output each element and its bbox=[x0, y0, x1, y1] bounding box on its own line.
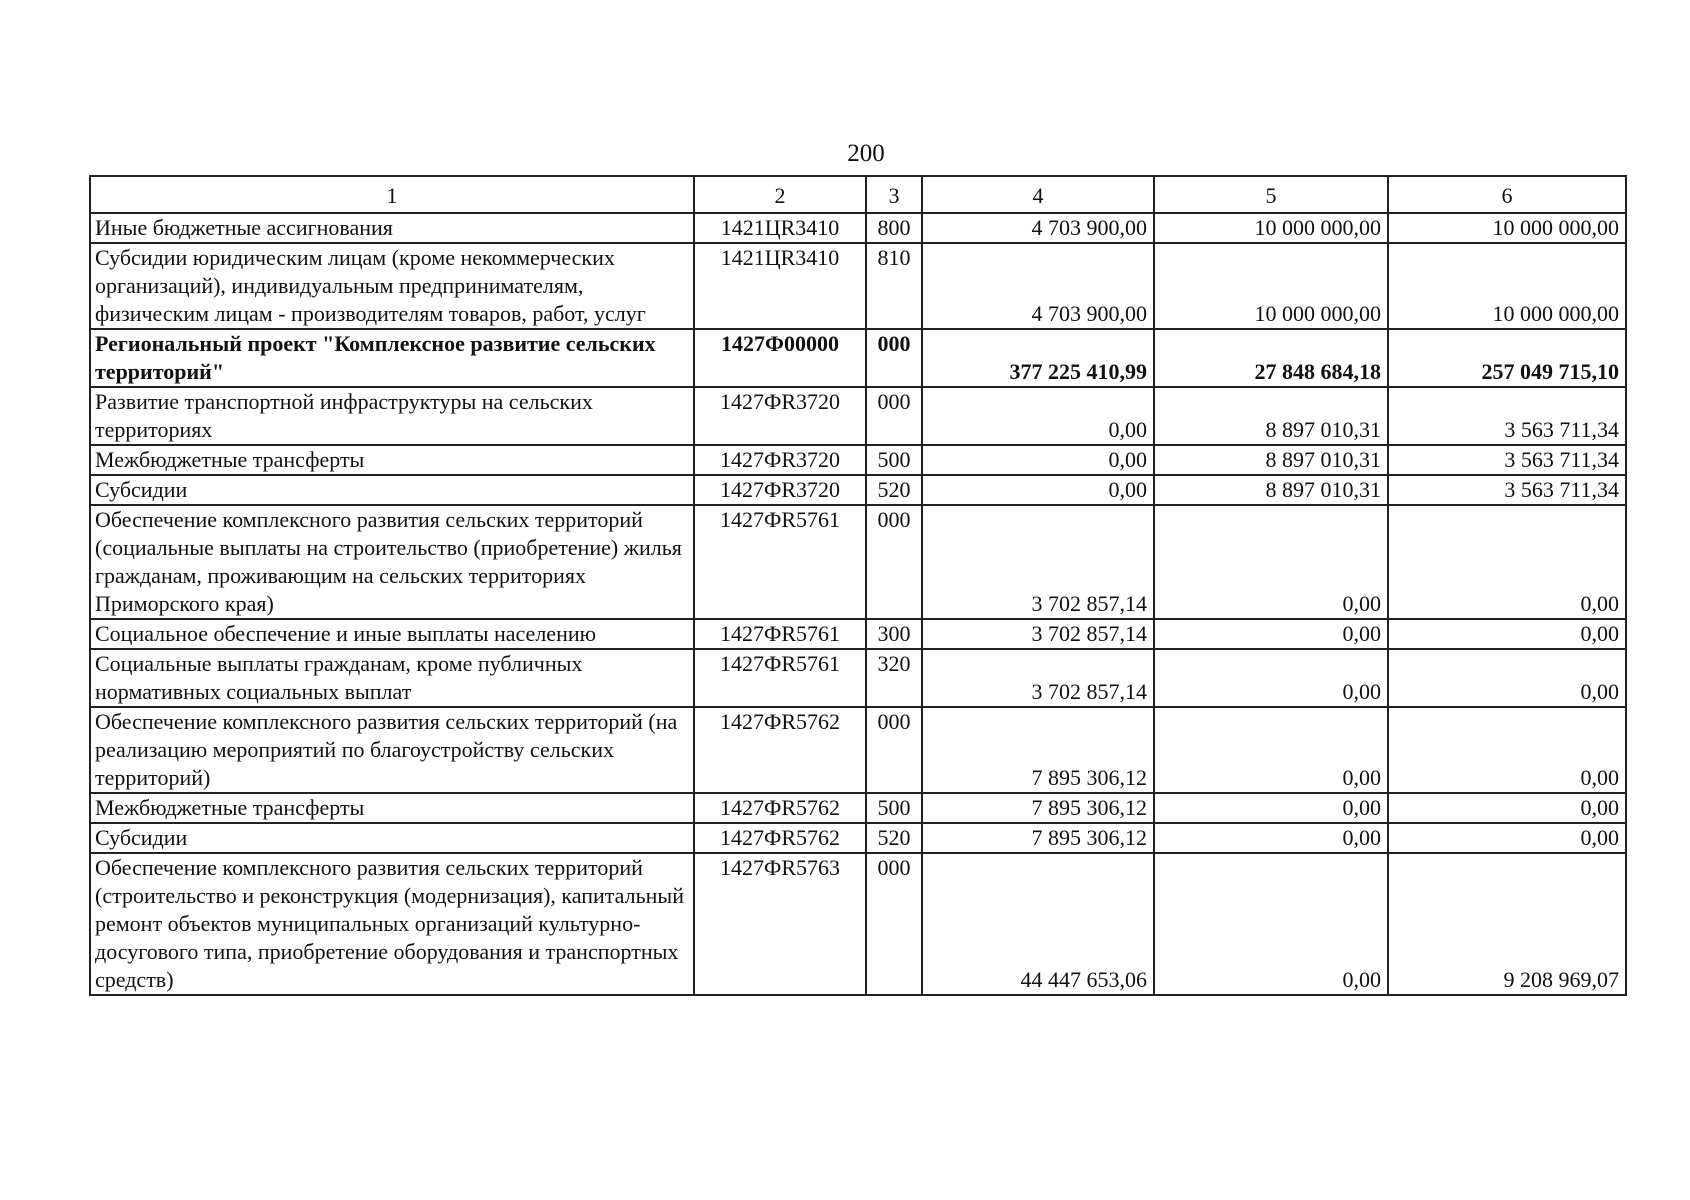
row-amount-4: 7 895 306,12 bbox=[922, 707, 1154, 793]
row-amount-4: 44 447 653,06 bbox=[922, 853, 1154, 995]
row-amount-6: 10 000 000,00 bbox=[1388, 213, 1626, 243]
row-type: 000 bbox=[866, 707, 922, 793]
row-code: 1427ФR3720 bbox=[694, 475, 866, 505]
row-type: 500 bbox=[866, 793, 922, 823]
row-name: Межбюджетные трансферты bbox=[90, 445, 694, 475]
row-amount-5: 0,00 bbox=[1154, 649, 1388, 707]
table-row bbox=[90, 793, 1626, 823]
row-type: 810 bbox=[866, 243, 922, 329]
row-name: Обеспечение комплексного развития сельских территорий (социальные выплаты на строительство (приобретение) жилья гражданам, проживающим на сельских территориях Приморского края) bbox=[90, 505, 694, 619]
column-header: 4 bbox=[922, 176, 1154, 213]
row-type: 000 bbox=[866, 329, 922, 387]
table-row bbox=[90, 649, 1626, 707]
table-row bbox=[90, 243, 1626, 329]
row-name: Субсидии юридическим лицам (кроме некоммерческих организаций), индивидуальным предпринимателям, физическим лицам - производителям товаров, работ, услуг bbox=[90, 243, 694, 329]
row-type: 000 bbox=[866, 853, 922, 995]
table-row bbox=[90, 475, 1626, 505]
row-type: 000 bbox=[866, 387, 922, 445]
row-amount-4: 3 702 857,14 bbox=[922, 505, 1154, 619]
table-row bbox=[90, 823, 1626, 853]
table-row bbox=[90, 445, 1626, 475]
row-amount-6: 0,00 bbox=[1388, 823, 1626, 853]
row-amount-6: 0,00 bbox=[1388, 793, 1626, 823]
row-code: 1427ФR5762 bbox=[694, 823, 866, 853]
row-amount-5: 0,00 bbox=[1154, 619, 1388, 649]
row-name: Субсидии bbox=[90, 475, 694, 505]
row-name: Субсидии bbox=[90, 823, 694, 853]
row-amount-6: 0,00 bbox=[1388, 707, 1626, 793]
row-amount-5: 8 897 010,31 bbox=[1154, 475, 1388, 505]
row-type: 500 bbox=[866, 445, 922, 475]
row-code: 1427ФR5763 bbox=[694, 853, 866, 995]
row-amount-6: 0,00 bbox=[1388, 649, 1626, 707]
table-row bbox=[90, 505, 1626, 619]
row-amount-6: 3 563 711,34 bbox=[1388, 445, 1626, 475]
row-code: 1427ФR5761 bbox=[694, 649, 866, 707]
row-type: 800 bbox=[866, 213, 922, 243]
row-code: 1427Ф00000 bbox=[694, 329, 866, 387]
row-code: 1421ЦR3410 bbox=[694, 243, 866, 329]
row-amount-4: 0,00 bbox=[922, 475, 1154, 505]
row-name: Социальное обеспечение и иные выплаты населению bbox=[90, 619, 694, 649]
row-amount-4: 7 895 306,12 bbox=[922, 823, 1154, 853]
row-amount-5: 8 897 010,31 bbox=[1154, 387, 1388, 445]
row-amount-6: 257 049 715,10 bbox=[1388, 329, 1626, 387]
row-type: 520 bbox=[866, 475, 922, 505]
row-name: Региональный проект "Комплексное развитие сельских территорий" bbox=[90, 329, 694, 387]
row-amount-4: 377 225 410,99 bbox=[922, 329, 1154, 387]
row-amount-5: 0,00 bbox=[1154, 823, 1388, 853]
row-name: Развитие транспортной инфраструктуры на сельских территориях bbox=[90, 387, 694, 445]
column-header: 5 bbox=[1154, 176, 1388, 213]
row-name: Обеспечение комплексного развития сельских территорий (на реализацию мероприятий по благоустройству сельских территорий) bbox=[90, 707, 694, 793]
row-code: 1427ФR5761 bbox=[694, 619, 866, 649]
column-header: 6 bbox=[1388, 176, 1626, 213]
row-amount-4: 4 703 900,00 bbox=[922, 243, 1154, 329]
row-code: 1427ФR3720 bbox=[694, 445, 866, 475]
row-amount-6: 0,00 bbox=[1388, 505, 1626, 619]
row-amount-4: 4 703 900,00 bbox=[922, 213, 1154, 243]
row-amount-5: 0,00 bbox=[1154, 707, 1388, 793]
row-name: Социальные выплаты гражданам, кроме публичных нормативных социальных выплат bbox=[90, 649, 694, 707]
row-amount-4: 0,00 bbox=[922, 445, 1154, 475]
row-code: 1427ФR5761 bbox=[694, 505, 866, 619]
row-amount-5: 10 000 000,00 bbox=[1154, 243, 1388, 329]
row-amount-6: 3 563 711,34 bbox=[1388, 475, 1626, 505]
row-code: 1427ФR5762 bbox=[694, 707, 866, 793]
row-amount-5: 10 000 000,00 bbox=[1154, 213, 1388, 243]
column-header: 3 bbox=[866, 176, 922, 213]
table-header-row bbox=[90, 176, 1626, 213]
row-amount-5: 0,00 bbox=[1154, 793, 1388, 823]
row-amount-6: 10 000 000,00 bbox=[1388, 243, 1626, 329]
row-amount-4: 0,00 bbox=[922, 387, 1154, 445]
table-row bbox=[90, 387, 1626, 445]
column-header: 1 bbox=[90, 176, 694, 213]
row-code: 1421ЦR3410 bbox=[694, 213, 866, 243]
column-header: 2 bbox=[694, 176, 866, 213]
row-amount-4: 7 895 306,12 bbox=[922, 793, 1154, 823]
budget-table bbox=[89, 175, 1627, 996]
row-type: 300 bbox=[866, 619, 922, 649]
row-code: 1427ФR3720 bbox=[694, 387, 866, 445]
row-amount-4: 3 702 857,14 bbox=[922, 619, 1154, 649]
row-type: 000 bbox=[866, 505, 922, 619]
row-amount-5: 8 897 010,31 bbox=[1154, 445, 1388, 475]
row-amount-4: 3 702 857,14 bbox=[922, 649, 1154, 707]
table-row bbox=[90, 213, 1626, 243]
row-amount-6: 3 563 711,34 bbox=[1388, 387, 1626, 445]
row-amount-5: 27 848 684,18 bbox=[1154, 329, 1388, 387]
row-amount-5: 0,00 bbox=[1154, 853, 1388, 995]
table-row bbox=[90, 619, 1626, 649]
table-row-project bbox=[90, 329, 1626, 387]
page-number: 200 bbox=[847, 140, 885, 167]
table-row bbox=[90, 707, 1626, 793]
table-row bbox=[90, 853, 1626, 995]
row-name: Иные бюджетные ассигнования bbox=[90, 213, 694, 243]
row-amount-6: 0,00 bbox=[1388, 619, 1626, 649]
row-type: 520 bbox=[866, 823, 922, 853]
row-amount-6: 9 208 969,07 bbox=[1388, 853, 1626, 995]
row-name: Межбюджетные трансферты bbox=[90, 793, 694, 823]
row-type: 320 bbox=[866, 649, 922, 707]
row-name: Обеспечение комплексного развития сельских территорий (строительство и реконструкция (модернизация), капитальный ремонт объектов муниципальных организаций культурно-досугового типа, приобретение оборудования и транспортных средств) bbox=[90, 853, 694, 995]
row-amount-5: 0,00 bbox=[1154, 505, 1388, 619]
row-code: 1427ФR5762 bbox=[694, 793, 866, 823]
